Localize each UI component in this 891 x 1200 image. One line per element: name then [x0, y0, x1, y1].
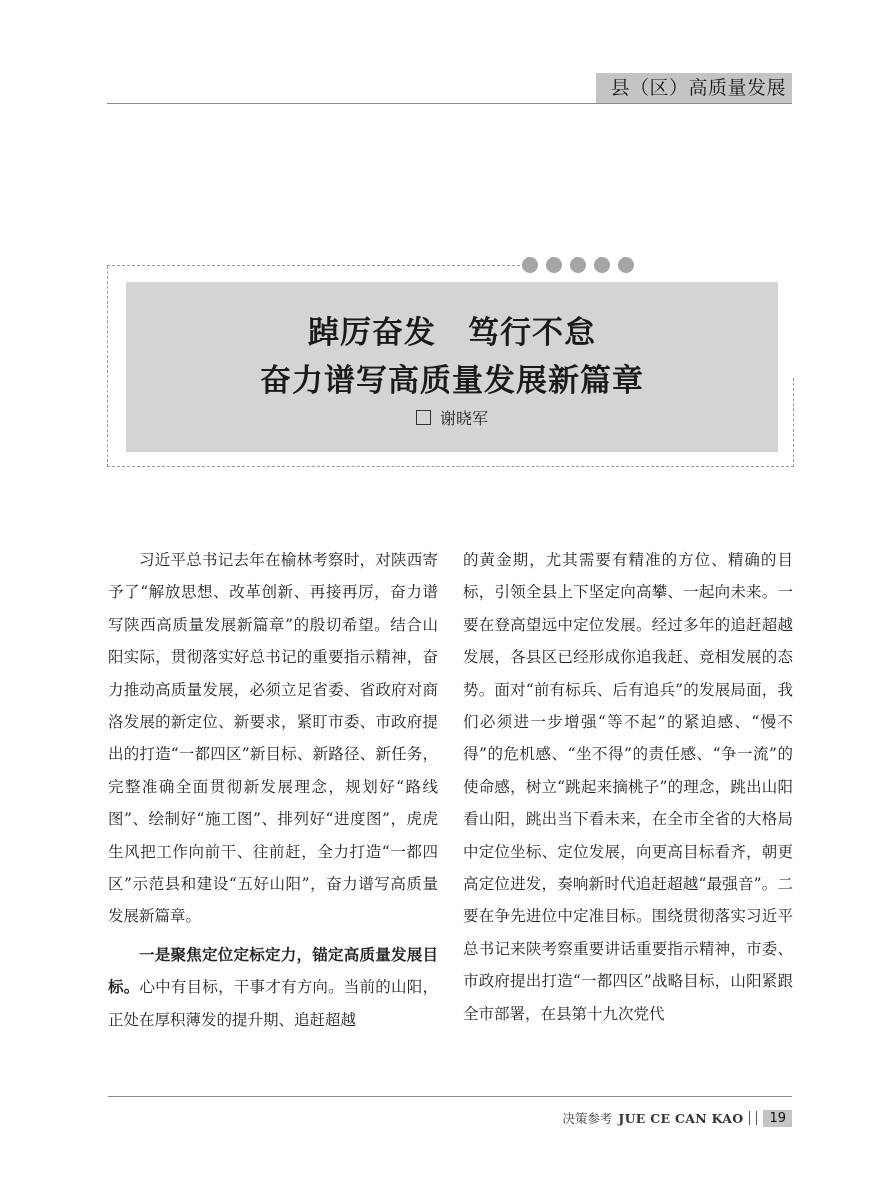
- dot-icon: [546, 257, 562, 273]
- author-name: 谢晓军: [439, 409, 488, 428]
- article-title-line-1: 踔厉奋发 笃行不怠: [308, 315, 596, 351]
- square-icon: [416, 410, 431, 425]
- byline: [126, 406, 778, 429]
- title-box: [126, 282, 778, 452]
- dot-icon: [570, 257, 586, 273]
- dot-icon: [618, 257, 634, 273]
- page-footer: [562, 1106, 792, 1130]
- section-label: 县（区）高质量发展: [596, 73, 792, 103]
- paragraph: 的黄金期，尤其需要有精准的方位、精确的目标，引领全县上下坚定向高攀、一起向未来。一要在登高望远中定位发展。经过多年的追赶超越发展，各县区已经形成你追我赶、竞相发展的态势。面对“前有标兵、后有追兵”的发展局面，我们必须进一步增强“等不起”的紧迫感、“慢不得”的危机感、“坐不得”的责任感、“争一流”的使命感，树立“跳起来摘桃子”的理念，跳出山阳看山阳，跳出当下看未来，在全市全省的大格局中定位坐标、定位发展，向更高目标看齐，朝更高定位进发，奏响新时代追赶超越“最强音”。二要在争先进位中定准目标。围绕贯彻落实习近平总书记来陕考察重要讲话重要指示精神，市委、市政府提出打造“一都四区”战略目标，山阳紧跟全市部署，在县第十九次党代: [463, 551, 793, 1023]
- journal-name-en: JUE CE CAN KAO: [618, 1110, 744, 1126]
- paragraph: 习近平总书记去年在榆林考察时，对陕西寄予了“解放思想、改革创新、再接再厉，奋力谱写陕西高质量发展新篇章”的殷切希望。结合山阳实际，贯彻落实好总书记的重要指示精神，奋力推动高质量发展，必须立足省委、省政府对商洛发展的新定位、新要求，紧盯市委、市政府提出的打造“一都四区”新目标、新路径、新任务，完整准确全面贯彻新发展理念，规划好“路线图”、绘制好“施工图”、排列好“进度图”，虎虎生风把工作向前干、往前赶，全力打造“一都四区”示范县和建设“五好山阳”，奋力谱写高质量发展新篇章。: [108, 551, 438, 926]
- journal-name-cn: 决策参考: [562, 1111, 613, 1126]
- decorative-dots: [522, 257, 634, 273]
- paragraph: [108, 939, 438, 1036]
- frame-right-dashes: [793, 378, 794, 467]
- article-title-line-2: 奋力谱写高质量发展新篇章: [260, 363, 644, 399]
- left-column: [108, 544, 438, 1036]
- separator-icon: [749, 1111, 757, 1125]
- right-column: [463, 544, 793, 1030]
- paragraph-lead: 一是聚焦定位定标定力，锚定高质量发展目标。: [108, 944, 438, 997]
- footer-rule: [108, 1096, 792, 1097]
- dot-icon: [522, 257, 538, 273]
- page-number: 19: [763, 1110, 792, 1127]
- dot-icon: [594, 257, 610, 273]
- paragraph-text: 心中有目标，干事才有方向。当前的山阳，正处在厚积薄发的提升期、追赶超越: [108, 978, 438, 1029]
- header-rule: [107, 103, 792, 104]
